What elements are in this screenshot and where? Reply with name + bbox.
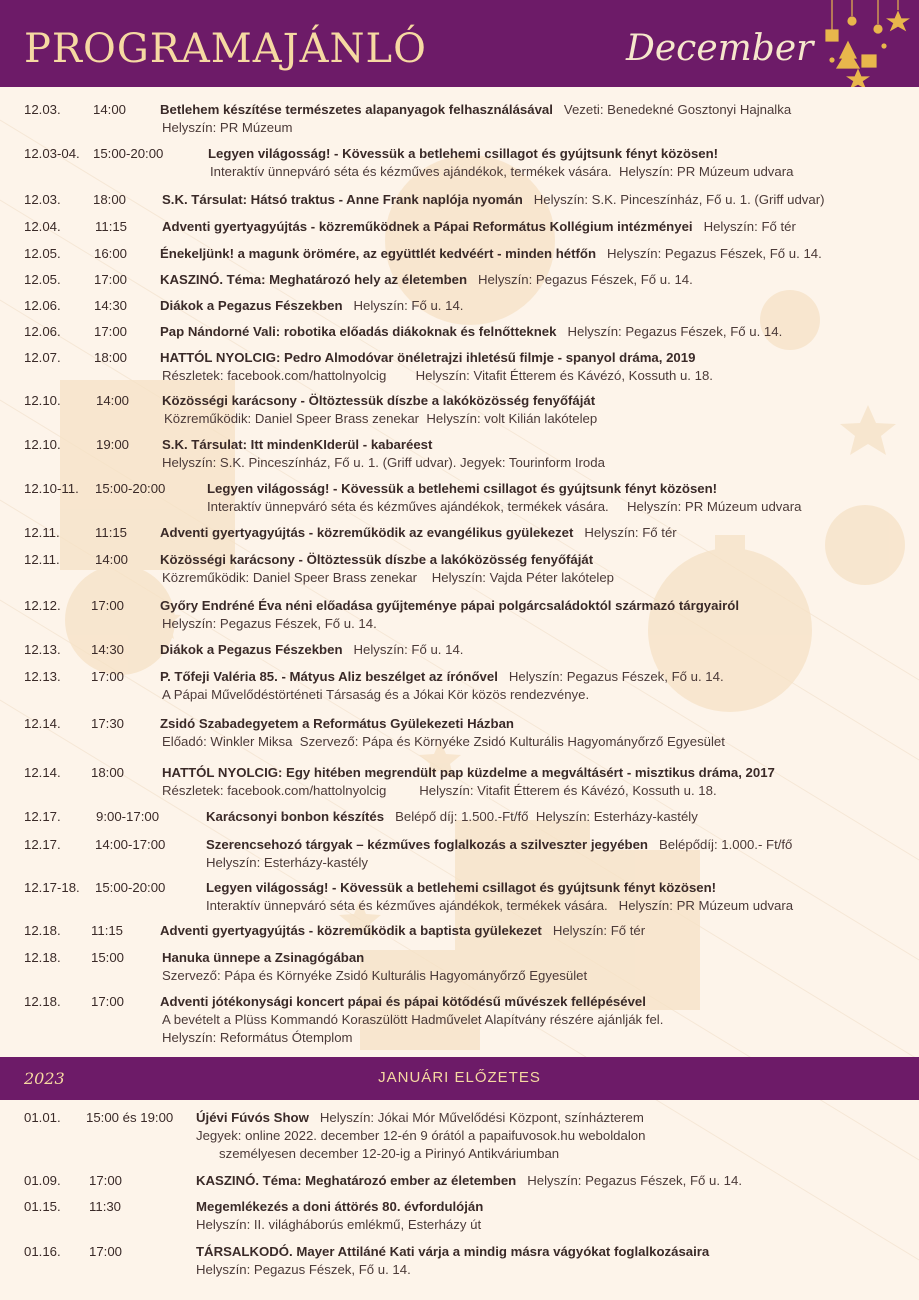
program-date: 12.03. (24, 102, 61, 117)
program-detail-line: Interaktív ünnepváró séta és kézműves ajándékok, termékek vására. Helyszín: PR Múzeum udvara (210, 164, 794, 179)
program-venue: Belépődíj: 1.000.- Ft/fő (647, 837, 793, 852)
program-detail-line: Jegyek: online 2022. december 12-én 9 órától a papaifuvosok.hu weboldalon (196, 1128, 646, 1143)
program-venue: Helyszín: Fő tér (541, 923, 646, 938)
program-time: 18:00 (91, 765, 125, 780)
program-title-text: Megemlékezés a doni áttörés 80. évfordulóján (196, 1199, 484, 1214)
program-title-text: TÁRSALKODÓ. Mayer Attiláné Kati várja a mindig másra vágyókat foglalkozásaira (196, 1244, 710, 1259)
program-title-text: Közösségi karácsony - Öltöztessük díszbe a lakóközösség fenyőfáját (160, 552, 594, 567)
program-title (160, 101, 791, 119)
program-time: 15:00 és 19:00 (86, 1110, 174, 1125)
program-title (160, 349, 695, 367)
program-time: 14:30 (94, 298, 128, 313)
program-title-text: S.K. Társulat: Itt mindenKIderül - kabaréest (162, 437, 433, 452)
program-title (196, 1172, 742, 1190)
program-title (160, 597, 739, 615)
program-time: 17:00 (94, 324, 128, 339)
program-date: 12.17-18. (24, 880, 80, 895)
band-label: JANUÁRI ELŐZETES (378, 1069, 541, 1086)
program-date: 12.11. (24, 552, 60, 567)
program-title (207, 480, 717, 498)
program-venue: Belépő díj: 1.500.-Ft/fő Helyszín: Esterházy-kastély (384, 809, 698, 824)
program-title (162, 436, 432, 454)
program-detail-line: Előadó: Winkler Miksa Szervező: Pápa és Környéke Zsidó Kulturális Hagyományőrző Egyesület (162, 734, 725, 749)
program-time: 18:00 (93, 192, 127, 207)
ornament-ball (648, 548, 812, 712)
program-detail-line: Részletek: facebook.com/hattolnyolcig Helyszín: Vitafit Étterem és Kávézó, Kossuth u. 18. (162, 368, 713, 383)
program-time: 9:00-17:00 (96, 809, 160, 824)
program-detail-line: Helyszín: Pegazus Fészek, Fő u. 14. (196, 1262, 411, 1277)
program-title (196, 1243, 709, 1261)
program-detail-line: Közreműködik: Daniel Speer Brass zenekar Helyszín: Vajda Péter lakótelep (162, 570, 615, 585)
program-venue: Helyszín: Pegazus Fészek, Fő u. 14. (516, 1173, 743, 1188)
program-date: 12.06. (24, 298, 61, 313)
program-date: 12.14. (24, 716, 61, 731)
program-time: 11:15 (95, 219, 128, 234)
program-date: 12.18. (24, 950, 61, 965)
program-title-text: Legyen világosság! - Kövessük a betlehemi csillagot és gyújtsunk fényt közösen! (208, 146, 719, 161)
program-date: 12.10. (24, 393, 61, 408)
program-title-text: Énekeljünk! a magunk örömére, az együttlét kedvéért - minden hétfőn (160, 246, 597, 261)
program-title-text: Diákok a Pegazus Fészekben (160, 642, 343, 657)
program-detail-line: Közreműködik: Daniel Speer Brass zenekar Helyszín: volt Kilián lakótelep (164, 411, 598, 426)
christmas-decoration-icon (818, 0, 918, 87)
program-title (162, 218, 796, 236)
program-detail-line: Helyszín: Pegazus Fészek, Fő u. 14. (162, 616, 377, 631)
program-title (162, 764, 775, 782)
program-title (160, 271, 693, 289)
program-date: 12.13. (24, 642, 61, 657)
program-title (206, 879, 716, 897)
program-title (160, 668, 724, 686)
program-title (208, 145, 718, 163)
program-detail-line: A Pápai Művelődéstörténeti Társaság és a Jókai Kör közös rendezvénye. (162, 687, 590, 702)
program-time: 11:15 (91, 923, 124, 938)
program-detail-line: Helyszín: II. világháborús emlékmű, Esterházy út (196, 1217, 482, 1232)
program-date: 12.14. (24, 765, 61, 780)
program-title-text: HATTÓL NYOLCIG: Egy hitében megrendült pap küzdelme a megváltásért - misztikus dráma, 2017 (162, 765, 775, 780)
program-venue: Helyszín: Pegazus Fészek, Fő u. 14. (596, 246, 822, 261)
program-date: 12.10. (24, 437, 61, 452)
program-date: 01.15. (24, 1199, 61, 1214)
program-title (160, 922, 645, 940)
program-title (160, 551, 593, 569)
program-date: 12.03. (24, 192, 61, 207)
program-venue: Helyszín: Pegazus Fészek, Fő u. 14. (497, 669, 724, 684)
january-preview-band (0, 1057, 919, 1100)
program-title-text: Adventi gyertyagyújtás - közreműködnek a Pápai Református Kollégium intézményei (162, 219, 693, 234)
program-title (206, 836, 792, 854)
program-time: 16:00 (94, 246, 128, 261)
program-detail-line: Helyszín: S.K. Pinceszínház, Fő u. 1. (Griff udvar). Jegyek: Tourinform Iroda (162, 455, 605, 470)
program-title-text: S.K. Társulat: Hátsó traktus - Anne Frank naplója nyomán (162, 192, 523, 207)
program-date: 12.06. (24, 324, 61, 339)
program-date: 12.17. (24, 837, 61, 852)
program-time: 11:30 (89, 1199, 122, 1214)
program-date: 12.17. (24, 809, 61, 824)
program-date: 12.10-11. (24, 481, 79, 496)
program-title (160, 323, 782, 341)
ornament-ball (825, 505, 905, 585)
program-title-text: Adventi jótékonysági koncert pápai és pápai kötődésű művészek fellépésével (160, 994, 646, 1009)
page-title: PROGRAMAJÁNLÓ (24, 26, 427, 72)
program-time: 19:00 (96, 437, 130, 452)
program-date: 12.12. (24, 598, 61, 613)
program-title-text: Legyen világosság! - Kövessük a betlehemi csillagot és gyújtsunk fényt közösen! (206, 880, 717, 895)
program-title-text: Újévi Fúvós Show (196, 1110, 309, 1125)
program-date: 12.05. (24, 272, 61, 287)
program-title-text: Szerencsehozó tárgyak – kézműves foglalkozás a szilveszter jegyében (206, 837, 648, 852)
program-title-text: Adventi gyertyagyújtás - közreműködik a baptista gyülekezet (160, 923, 542, 938)
program-date: 01.09. (24, 1173, 61, 1188)
program-title (162, 392, 595, 410)
program-time: 14:30 (91, 642, 125, 657)
program-time: 17:00 (89, 1173, 123, 1188)
program-title-text: Győry Endréné Éva néni előadása gyűjteménye pápai polgárcsaládoktól származó tárgyairól (160, 598, 739, 613)
program-venue: Helyszín: Fő tér (573, 525, 677, 540)
program-time: 14:00-17:00 (95, 837, 166, 852)
program-date: 12.05. (24, 246, 61, 261)
program-date: 01.01. (24, 1110, 61, 1125)
program-detail-line: Helyszín: Esterházy-kastély (206, 855, 368, 870)
program-title (160, 245, 822, 263)
program-date: 12.18. (24, 923, 61, 938)
program-title (196, 1109, 644, 1127)
program-venue: Vezeti: Benedekné Gosztonyi Hajnalka (552, 102, 792, 117)
program-venue: Helyszín: Fő u. 14. (342, 298, 464, 313)
program-time: 17:00 (91, 994, 125, 1009)
program-date: 12.04. (24, 219, 61, 234)
program-title-text: Betlehem készítése természetes alapanyagok felhasználásával (160, 102, 553, 117)
program-title-text: Adventi gyertyagyújtás - közreműködik az evangélikus gyülekezet (160, 525, 574, 540)
program-time: 14:00 (96, 393, 130, 408)
program-title-text: Pap Nándorné Vali: robotika előadás diákoknak és felnőtteknek (160, 324, 557, 339)
program-date: 12.13. (24, 669, 61, 684)
program-detail-line: Részletek: facebook.com/hattolnyolcig Helyszín: Vitafit Étterem és Kávézó, Kossuth u. 18. (162, 783, 717, 798)
program-time: 15:00 (91, 950, 125, 965)
program-venue: Helyszín: Pegazus Fészek, Fő u. 14. (467, 272, 693, 287)
program-detail-line: A bevételt a Plüss Kommandó Koraszülött Hadművelet Alapítvány részére ajánlják fel. (162, 1012, 664, 1027)
program-time: 14:00 (93, 102, 127, 117)
program-title (162, 191, 825, 209)
program-title-text: KASZINÓ. Téma: Meghatározó ember az életemben (196, 1173, 517, 1188)
program-time: 17:00 (94, 272, 128, 287)
program-title-text: KASZINÓ. Téma: Meghatározó hely az életemben (160, 272, 468, 287)
program-title-text: Karácsonyi bonbon készítés (206, 809, 385, 824)
program-venue: Helyszín: Pegazus Fészek, Fő u. 14. (556, 324, 783, 339)
program-detail-line: Szervező: Pápa és Környéke Zsidó Kulturális Hagyományőrző Egyesület (162, 968, 588, 983)
program-title-text: HATTÓL NYOLCIG: Pedro Almodóvar önéletrajzi ihletésű filmje - spanyol dráma, 2019 (160, 350, 696, 365)
program-venue: Helyszín: Fő u. 14. (342, 642, 464, 657)
program-time: 15:00-20:00 (95, 481, 166, 496)
program-venue: Helyszín: Fő tér (692, 219, 796, 234)
star-shape (840, 405, 896, 455)
band-year: 2023 (24, 1069, 65, 1088)
program-title-text: P. Tőfeji Valéria 85. - Mátyus Aliz beszélget az írónővel (160, 669, 498, 684)
program-title (160, 993, 646, 1011)
program-title (160, 524, 677, 542)
program-title (196, 1198, 483, 1216)
program-time: 14:00 (95, 552, 129, 567)
program-title-text: Legyen világosság! - Kövessük a betlehemi csillagot és gyújtsunk fényt közösen! (207, 481, 718, 496)
program-detail-line: Interaktív ünnepváró séta és kézműves ajándékok, termékek vására. Helyszín: PR Múzeum udvara (206, 898, 794, 913)
program-title-text: Diákok a Pegazus Fészekben (160, 298, 343, 313)
program-date: 12.03-04. (24, 146, 80, 161)
program-title (160, 297, 463, 315)
program-date: 12.11. (24, 525, 60, 540)
program-time: 15:00-20:00 (95, 880, 166, 895)
program-detail-line: Interaktív ünnepváró séta és kézműves ajándékok, termékek vására. Helyszín: PR Múzeum udvara (207, 499, 802, 514)
program-time: 17:00 (89, 1244, 123, 1259)
program-date: 01.16. (24, 1244, 61, 1259)
program-time: 15:00-20:00 (93, 146, 164, 161)
program-time: 11:15 (95, 525, 128, 540)
program-title-text: Zsidó Szabadegyetem a Református Gyülekezeti Házban (160, 716, 514, 731)
program-time: 17:00 (91, 598, 125, 613)
program-time: 17:30 (91, 716, 125, 731)
month-title: December (626, 28, 814, 69)
program-title (160, 715, 514, 733)
program-time: 18:00 (94, 350, 128, 365)
program-venue: Helyszín: S.K. Pinceszínház, Fő u. 1. (Griff udvar) (522, 192, 825, 207)
program-title (160, 641, 463, 659)
program-detail-line: Helyszín: PR Múzeum (162, 120, 293, 135)
program-detail-line: személyesen december 12-20-ig a Pirinyó Antikváriumban (219, 1146, 560, 1161)
program-date: 12.18. (24, 994, 61, 1009)
program-title-text: Közösségi karácsony - Öltöztessük díszbe a lakóközösség fenyőfáját (162, 393, 596, 408)
program-time: 17:00 (91, 669, 125, 684)
program-title (162, 949, 364, 967)
program-venue: Helyszín: Jókai Mór Művelődési Központ, színházterem (308, 1110, 644, 1125)
program-title (206, 808, 698, 826)
program-title-text: Hanuka ünnepe a Zsinagógában (162, 950, 365, 965)
program-date: 12.07. (24, 350, 61, 365)
page-header (0, 0, 919, 87)
program-detail-line: Helyszín: Református Ótemplom (162, 1030, 353, 1045)
